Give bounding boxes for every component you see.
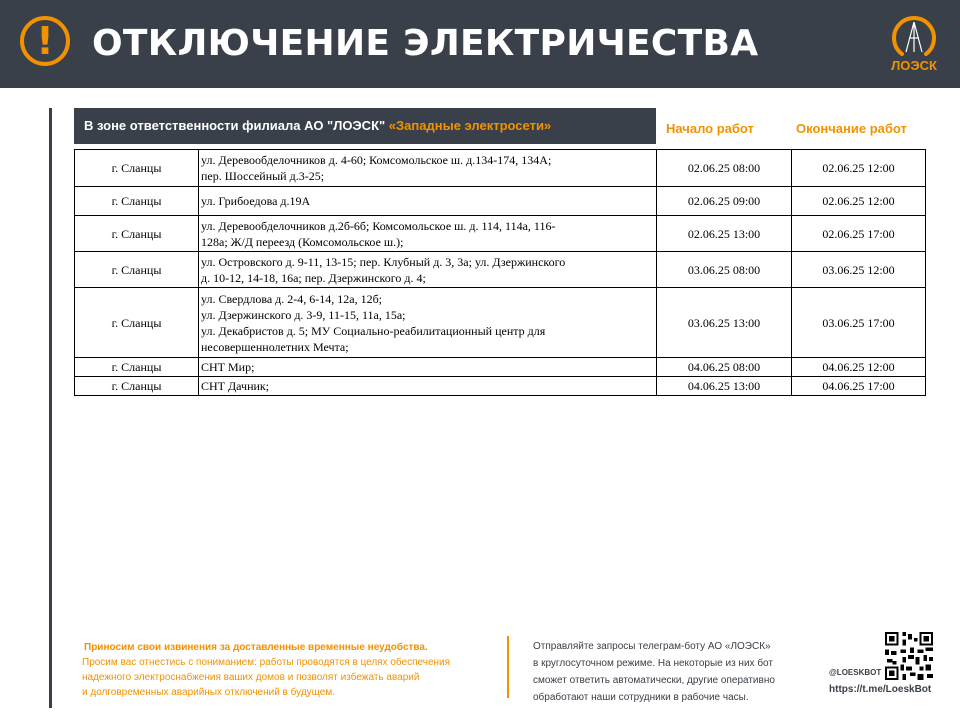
- address-cell: [199, 187, 657, 216]
- table-row: [75, 150, 926, 187]
- city-cell: г. Сланцы: [75, 252, 199, 288]
- zone-branch: «Западные электросети»: [388, 118, 552, 133]
- bot-text-line: обработают наши сотрудники в рабочие часы.: [533, 692, 749, 703]
- start-time-cell: 02.06.25 09:00: [657, 187, 792, 216]
- loesk-logo: [886, 14, 942, 76]
- city-cell: г. Сланцы: [75, 358, 199, 377]
- start-time-cell: 04.06.25 08:00: [657, 358, 792, 377]
- zone-banner: [74, 108, 656, 144]
- start-time-cell: 04.06.25 13:00: [657, 377, 792, 396]
- end-time-cell: 03.06.25 12:00: [792, 252, 926, 288]
- end-time-cell: 02.06.25 17:00: [792, 216, 926, 252]
- address-cell: [199, 150, 657, 187]
- footer-divider: [507, 636, 509, 698]
- address-line: ул. Островского д. 9-11, 13-15; пер. Клубный д. 3, 3а; ул. Дзержинского: [201, 254, 566, 269]
- address-line: СНТ Дачник;: [201, 379, 270, 393]
- column-header-start: Начало работ: [666, 121, 754, 136]
- page-title: ОТКЛЮЧЕНИЕ ЭЛЕКТРИЧЕСТВА: [92, 23, 759, 64]
- address-cell: [199, 377, 657, 396]
- table-row: [75, 252, 926, 288]
- address-line: СНТ Мир;: [201, 360, 255, 374]
- footer-bot-block: [533, 638, 813, 706]
- footer-apology-block: [82, 640, 492, 700]
- address-line: ул. Деревообделочников д. 4-60; Комсомольское ш. д.134-174, 134А;: [201, 153, 552, 167]
- address-line: 128а; Ж/Д переезд (Комсомольское ш.);: [201, 234, 404, 249]
- city-cell: г. Сланцы: [75, 216, 199, 252]
- table-row: [75, 216, 926, 252]
- loesk-logo-icon: [886, 14, 942, 60]
- column-header-end: Окончание работ: [796, 121, 907, 136]
- address-line: ул. Свердлова д. 2-4, 6-14, 12а, 12б;: [201, 291, 383, 306]
- start-time-cell: 03.06.25 08:00: [657, 252, 792, 288]
- table-row: [75, 377, 926, 396]
- bot-text-line: Отправляйте запросы телеграм-боту АО «ЛОЭСК»: [533, 641, 771, 652]
- city-cell: г. Сланцы: [75, 187, 199, 216]
- zone-label: В зоне ответственности филиала АО "ЛОЭСК": [84, 118, 386, 133]
- city-cell: г. Сланцы: [75, 150, 199, 187]
- logo-text: ЛОЭСК: [891, 58, 937, 73]
- address-cell: [199, 252, 657, 288]
- address-line: ул. Грибоедова д.19А: [201, 194, 311, 208]
- table-row: [75, 358, 926, 377]
- table-row: [75, 288, 926, 358]
- start-time-cell: 03.06.25 13:00: [657, 288, 792, 358]
- table-row: [75, 187, 926, 216]
- bot-name: @LOESKBOT: [829, 668, 882, 677]
- address-line: ул. Дзержинского д. 3-9, 11-15, 11а, 15а;: [201, 307, 406, 322]
- qr-code-icon[interactable]: [885, 632, 933, 680]
- end-time-cell: 03.06.25 17:00: [792, 288, 926, 358]
- address-line: пер. Шоссейный д.3-25;: [201, 169, 325, 183]
- address-cell: [199, 288, 657, 358]
- end-time-cell: 02.06.25 12:00: [792, 150, 926, 187]
- city-cell: г. Сланцы: [75, 377, 199, 396]
- warning-icon: !: [20, 16, 70, 66]
- end-time-cell: 02.06.25 12:00: [792, 187, 926, 216]
- address-line: несовершеннолетних Мечта;: [201, 339, 349, 354]
- address-cell: [199, 358, 657, 377]
- start-time-cell: 02.06.25 13:00: [657, 216, 792, 252]
- apology-note-line: и долговременных аварийных отключений в будущем.: [82, 687, 335, 698]
- start-time-cell: 02.06.25 08:00: [657, 150, 792, 187]
- end-time-cell: 04.06.25 12:00: [792, 358, 926, 377]
- schedule-table: [74, 149, 926, 396]
- apology-note-line: Просим вас отнестись с пониманием: работы проводятся в целях обеспечения: [82, 657, 451, 668]
- address-line: д. 10-12, 14-18, 16а; пер. Дзержинского д. 4;: [201, 270, 426, 285]
- address-line: ул. Декабристов д. 5; МУ Социально-реабилитационный центр для: [201, 323, 546, 338]
- end-time-cell: 04.06.25 17:00: [792, 377, 926, 396]
- bot-text-line: сможет ответить автоматически, другие оперативно: [533, 675, 775, 686]
- left-accent-line: [49, 108, 52, 708]
- header-bar: [0, 0, 960, 88]
- apology-note-line: надежного электроснабжения ваших домов и позволят избежать аварий: [82, 672, 420, 683]
- address-line: ул. Деревообделочников д.2б-6б; Комсомольское ш. д. 114, 114а, 116-: [201, 218, 556, 233]
- city-cell: г. Сланцы: [75, 288, 199, 358]
- apology-text: Приносим свои извинения за доставленные временные неудобства.: [84, 642, 428, 653]
- bot-text-line: в круглосуточном режиме. На некоторые из них бот: [533, 658, 773, 669]
- address-cell: [199, 216, 657, 252]
- schedule-table-body: [75, 150, 926, 396]
- bot-link[interactable]: https://t.me/LoeskBot: [829, 684, 932, 695]
